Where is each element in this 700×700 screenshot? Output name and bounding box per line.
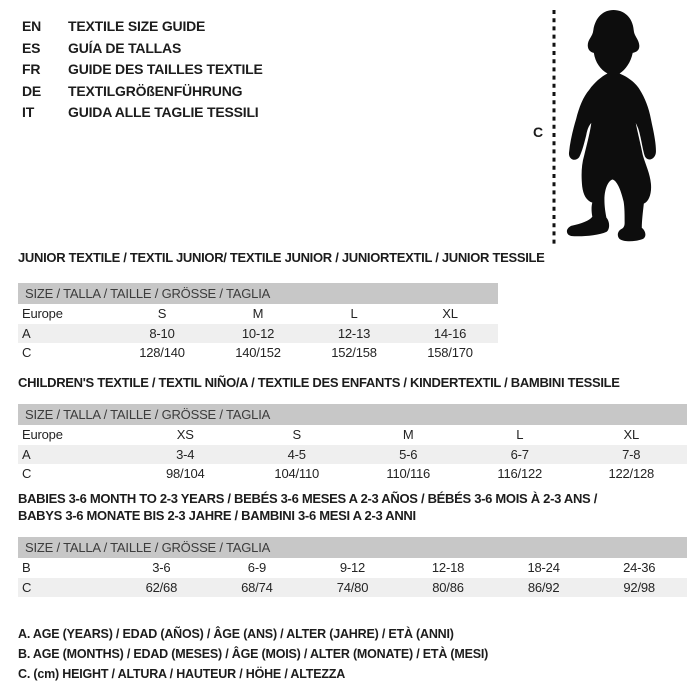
- size-cell: M: [402, 427, 414, 443]
- lang-code: ES: [22, 39, 41, 56]
- height-cell: 80/86: [432, 579, 464, 595]
- lang-row-en: [22, 16, 263, 38]
- legend-line-c: C. (cm) HEIGHT / ALTURA / HAUTEUR / HÖHE / ALTEZZA: [18, 667, 346, 681]
- age-cell: 5-6: [399, 446, 418, 462]
- height-cell: 86/92: [527, 579, 560, 595]
- size-cell: XL: [442, 306, 458, 322]
- babies-title-line-1: BABIES 3-6 MONTH TO 2-3 YEARS / BEBÉS 3-6 MESES A 2-3 AÑOS / BÉBÉS 3-6 MOIS À 2-3 ANS /: [18, 491, 598, 506]
- babies-title-line-2: BABYS 3-6 MONATE BIS 2-3 JAHRE / BAMBINI 3-6 MESI A 2-3 ANNI: [18, 508, 416, 523]
- lang-title: GUIDA ALLE TAGLIE TESSILI: [68, 104, 259, 120]
- babies-size-table: [18, 537, 687, 597]
- size-cell: L: [350, 306, 358, 322]
- legend-line-b: B. AGE (MONTHS) / EDAD (MESES) / ÂGE (MOIS) / ALTER (MONATE) / ETÀ (MESI): [18, 647, 489, 661]
- height-cell: 128/140: [139, 345, 185, 361]
- babies-table-title: [18, 490, 687, 524]
- height-cell: 68/74: [241, 579, 273, 595]
- age-cell: 6-9: [247, 560, 266, 576]
- table-row: [18, 324, 498, 344]
- table-row: [18, 304, 498, 324]
- junior-size-table-section: [18, 249, 545, 363]
- size-header-bar: SIZE / TALLA / TAILLE / GRÖSSE / TAGLIA: [18, 283, 498, 304]
- lang-row-de: [22, 81, 263, 103]
- table-row: [18, 578, 687, 598]
- size-cell: S: [292, 427, 301, 443]
- age-cell: 4-5: [287, 446, 306, 462]
- row-label: Europe: [22, 306, 63, 322]
- lang-row-es: [22, 38, 263, 60]
- row-label: C: [22, 579, 32, 595]
- lang-title: GUIDE DES TAILLES TEXTILE: [68, 61, 263, 77]
- table-row: [18, 343, 498, 363]
- age-cell: 9-12: [339, 560, 366, 576]
- age-cell: 10-12: [241, 325, 275, 341]
- language-title-list: [22, 16, 263, 124]
- age-cell: 24-36: [623, 560, 656, 576]
- age-cell: 3-4: [176, 446, 195, 462]
- lang-code: EN: [22, 18, 42, 34]
- table-row: [18, 425, 687, 445]
- lang-title: TEXTILGRÖßENFÜHRUNG: [68, 82, 243, 99]
- lang-row-fr: [22, 59, 263, 81]
- age-cell: 12-13: [337, 325, 371, 341]
- size-cell: XS: [176, 427, 194, 443]
- height-cell: 122/128: [608, 466, 655, 482]
- baby-silhouette-icon: [563, 8, 660, 242]
- size-cell: XL: [623, 427, 639, 443]
- age-cell: 8-10: [149, 325, 175, 341]
- children-table-title: CHILDREN'S TEXTILE / TEXTIL NIÑO/A / TEXTILE DES ENFANTS / KINDERTEXTIL / BAMBINI TESSILE: [18, 375, 620, 390]
- size-header-bar: SIZE / TALLA / TAILLE / GRÖSSE / TAGLIA: [18, 537, 687, 558]
- age-cell: 14-16: [433, 325, 467, 341]
- height-cell: 62/68: [145, 579, 178, 595]
- babies-size-table-section: [18, 490, 687, 597]
- measurement-legend: [18, 624, 488, 684]
- height-cell: 110/116: [386, 466, 431, 482]
- height-cell: 158/170: [427, 345, 473, 361]
- lang-code: DE: [22, 82, 42, 99]
- row-label: A: [22, 325, 31, 341]
- row-label: C: [22, 466, 32, 482]
- size-cell: L: [516, 427, 524, 443]
- legend-line-a: A. AGE (YEARS) / EDAD (AÑOS) / ÂGE (ANS) / ALTER (JAHRE) / ETÀ (ANNI): [18, 627, 454, 641]
- lang-row-it: [22, 102, 263, 124]
- row-label: C: [22, 345, 32, 361]
- lang-title: TEXTILE SIZE GUIDE: [68, 18, 206, 34]
- table-row: [18, 464, 687, 484]
- height-cell: 104/110: [274, 466, 320, 482]
- age-cell: 18-24: [527, 560, 560, 576]
- lang-code: FR: [22, 61, 41, 77]
- age-cell: 3-6: [152, 560, 171, 576]
- height-measure-label: C: [533, 124, 544, 140]
- size-header-bar: SIZE / TALLA / TAILLE / GRÖSSE / TAGLIA: [18, 404, 687, 425]
- height-cell: 98/104: [165, 466, 205, 482]
- height-cell: 116/122: [497, 466, 543, 482]
- lang-title: GUÍA DE TALLAS: [68, 39, 182, 56]
- size-cell: S: [157, 306, 167, 322]
- junior-table-title: JUNIOR TEXTILE / TEXTIL JUNIOR/ TEXTILE JUNIOR / JUNIORTEXTIL / JUNIOR TESSILE: [18, 250, 545, 265]
- age-cell: 7-8: [622, 446, 641, 462]
- age-cell: 12-18: [431, 560, 465, 576]
- age-cell: 6-7: [510, 446, 529, 462]
- height-cell: 74/80: [336, 579, 369, 595]
- children-size-table: [18, 404, 687, 484]
- junior-size-table: [18, 283, 498, 363]
- height-cell: 152/158: [331, 345, 377, 361]
- children-size-table-section: [18, 374, 687, 484]
- table-row: [18, 445, 687, 465]
- lang-code: IT: [22, 104, 35, 120]
- table-row: [18, 558, 687, 578]
- size-cell: M: [252, 306, 264, 322]
- height-cell: 92/98: [623, 579, 655, 595]
- row-label: B: [22, 560, 31, 576]
- row-label: Europe: [22, 427, 63, 443]
- height-measure-dashed-line: [550, 10, 558, 244]
- height-cell: 140/152: [235, 345, 281, 361]
- row-label: A: [22, 446, 31, 462]
